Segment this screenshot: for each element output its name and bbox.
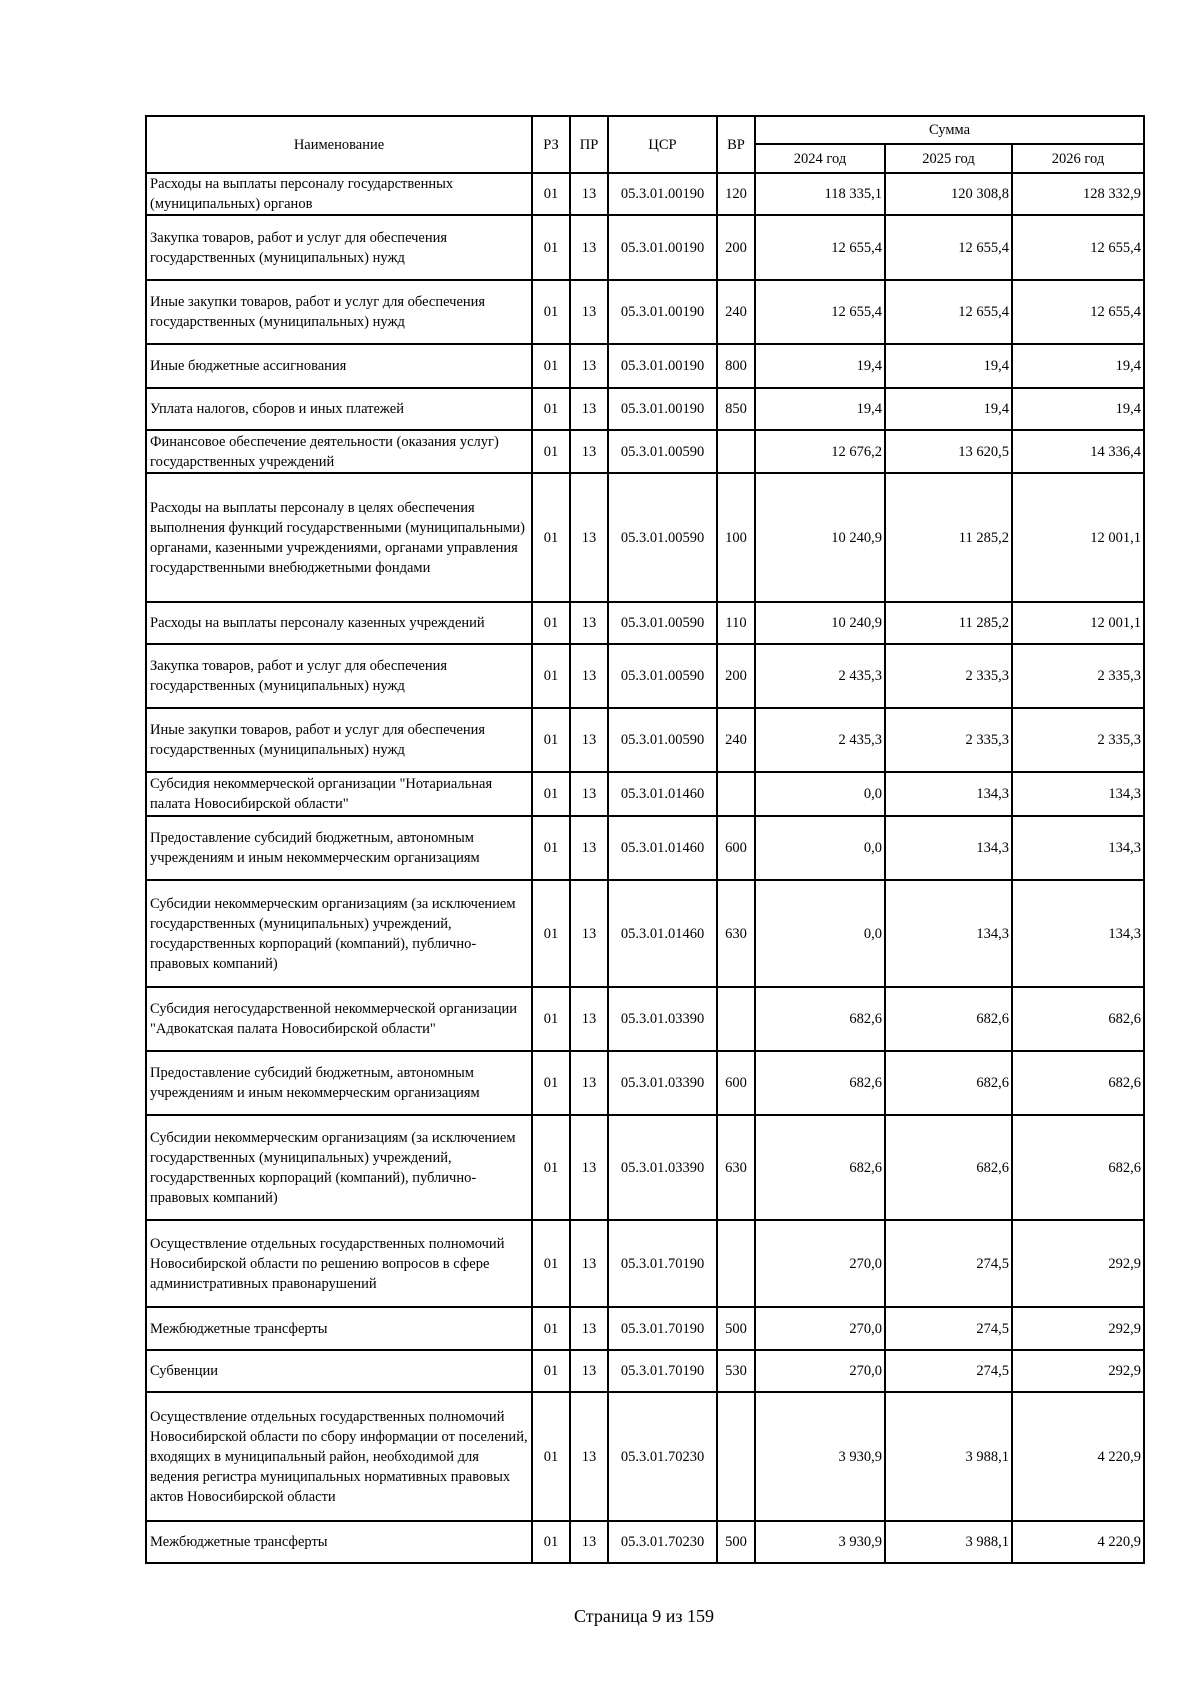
- cell-2025: 19,4: [885, 344, 1012, 388]
- cell-csr: 05.3.01.00190: [608, 215, 717, 280]
- cell-rz: 01: [532, 708, 570, 772]
- header-year-2024: 2024 год: [755, 144, 885, 173]
- cell-2024: 12 676,2: [755, 430, 885, 473]
- header-rz: РЗ: [532, 116, 570, 173]
- cell-csr: 05.3.01.03390: [608, 987, 717, 1051]
- cell-csr: 05.3.01.03390: [608, 1115, 717, 1220]
- cell-2024: 0,0: [755, 816, 885, 880]
- cell-csr: 05.3.01.70190: [608, 1307, 717, 1350]
- cell-csr: 05.3.01.00590: [608, 644, 717, 708]
- cell-2026: 19,4: [1012, 388, 1144, 430]
- table-row: [146, 280, 1144, 344]
- header-csr: ЦСР: [608, 116, 717, 173]
- cell-2025: 134,3: [885, 880, 1012, 987]
- cell-2026: 12 001,1: [1012, 602, 1144, 644]
- cell-2024: 2 435,3: [755, 644, 885, 708]
- cell-rz: 01: [532, 388, 570, 430]
- cell-2025: 682,6: [885, 987, 1012, 1051]
- cell-vr: 120: [717, 173, 755, 215]
- cell-pr: 13: [570, 602, 608, 644]
- cell-2025: 12 655,4: [885, 280, 1012, 344]
- cell-vr: 850: [717, 388, 755, 430]
- cell-rz: 01: [532, 430, 570, 473]
- cell-rz: 01: [532, 215, 570, 280]
- cell-pr: 13: [570, 215, 608, 280]
- cell-pr: 13: [570, 280, 608, 344]
- cell-name: Субсидии некоммерческим организациям (за исключением государственных (муниципальных) учреждений, государственных корпораций (компаний), публично-правовых компаний): [146, 880, 532, 987]
- cell-name: Уплата налогов, сборов и иных платежей: [146, 388, 532, 430]
- table-row: [146, 430, 1144, 473]
- cell-2024: 19,4: [755, 344, 885, 388]
- cell-name: Закупка товаров, работ и услуг для обеспечения государственных (муниципальных) нужд: [146, 215, 532, 280]
- header-name: Наименование: [146, 116, 532, 173]
- cell-name: Расходы на выплаты персоналу государственных (муниципальных) органов: [146, 173, 532, 215]
- cell-vr: 600: [717, 1051, 755, 1115]
- cell-csr: 05.3.01.70190: [608, 1350, 717, 1392]
- cell-pr: 13: [570, 1051, 608, 1115]
- cell-2025: 134,3: [885, 816, 1012, 880]
- cell-vr: 110: [717, 602, 755, 644]
- cell-csr: 05.3.01.00190: [608, 388, 717, 430]
- cell-2026: 292,9: [1012, 1307, 1144, 1350]
- cell-csr: 05.3.01.01460: [608, 880, 717, 987]
- cell-vr: 800: [717, 344, 755, 388]
- cell-pr: 13: [570, 388, 608, 430]
- table-body: [146, 173, 1144, 1563]
- cell-vr: 500: [717, 1521, 755, 1563]
- cell-vr: 530: [717, 1350, 755, 1392]
- table-row: [146, 215, 1144, 280]
- cell-2025: 2 335,3: [885, 644, 1012, 708]
- cell-name: Предоставление субсидий бюджетным, автономным учреждениям и иным некоммерческим организациям: [146, 1051, 532, 1115]
- cell-rz: 01: [532, 1307, 570, 1350]
- cell-pr: 13: [570, 430, 608, 473]
- cell-name: Субвенции: [146, 1350, 532, 1392]
- cell-rz: 01: [532, 173, 570, 215]
- cell-csr: 05.3.01.70230: [608, 1392, 717, 1521]
- cell-rz: 01: [532, 880, 570, 987]
- cell-2026: 682,6: [1012, 1051, 1144, 1115]
- table-row: [146, 1115, 1144, 1220]
- cell-csr: 05.3.01.00190: [608, 280, 717, 344]
- cell-2025: 19,4: [885, 388, 1012, 430]
- header-row-top: [146, 116, 1144, 144]
- cell-name: Осуществление отдельных государственных полномочий Новосибирской области по сбору информации от поселений, входящих в муниципальный район, необходимой для ведения регистра муниципальных нормативных правовых актов Новосибирской области: [146, 1392, 532, 1521]
- header-year-2026: 2026 год: [1012, 144, 1144, 173]
- cell-rz: 01: [532, 1220, 570, 1307]
- cell-2025: 682,6: [885, 1051, 1012, 1115]
- cell-2026: 134,3: [1012, 816, 1144, 880]
- cell-name: Расходы на выплаты персоналу казенных учреждений: [146, 602, 532, 644]
- cell-2026: 2 335,3: [1012, 708, 1144, 772]
- cell-csr: 05.3.01.00590: [608, 473, 717, 602]
- cell-vr: [717, 772, 755, 816]
- cell-2026: 128 332,9: [1012, 173, 1144, 215]
- table-row: [146, 388, 1144, 430]
- cell-csr: 05.3.01.00190: [608, 173, 717, 215]
- cell-2024: 270,0: [755, 1350, 885, 1392]
- cell-2025: 274,5: [885, 1350, 1012, 1392]
- cell-pr: 13: [570, 173, 608, 215]
- cell-csr: 05.3.01.00590: [608, 430, 717, 473]
- cell-name: Предоставление субсидий бюджетным, автономным учреждениям и иным некоммерческим организациям: [146, 816, 532, 880]
- cell-2025: 11 285,2: [885, 602, 1012, 644]
- header-vr: ВР: [717, 116, 755, 173]
- cell-2026: 292,9: [1012, 1220, 1144, 1307]
- cell-2026: 14 336,4: [1012, 430, 1144, 473]
- cell-pr: 13: [570, 344, 608, 388]
- cell-2024: 3 930,9: [755, 1521, 885, 1563]
- table-row: [146, 987, 1144, 1051]
- header-year-2025: 2025 год: [885, 144, 1012, 173]
- table-row: [146, 1521, 1144, 1563]
- cell-2025: 13 620,5: [885, 430, 1012, 473]
- cell-vr: 630: [717, 880, 755, 987]
- cell-2026: 134,3: [1012, 772, 1144, 816]
- cell-rz: 01: [532, 473, 570, 602]
- page-number: Страница 9 из 159: [574, 1606, 714, 1626]
- table-row: [146, 602, 1144, 644]
- cell-2025: 12 655,4: [885, 215, 1012, 280]
- cell-vr: 600: [717, 816, 755, 880]
- cell-2025: 2 335,3: [885, 708, 1012, 772]
- cell-vr: 240: [717, 280, 755, 344]
- cell-csr: 05.3.01.00590: [608, 708, 717, 772]
- header-pr: ПР: [570, 116, 608, 173]
- cell-name: Финансовое обеспечение деятельности (оказания услуг) государственных учреждений: [146, 430, 532, 473]
- table-row: [146, 644, 1144, 708]
- cell-2025: 11 285,2: [885, 473, 1012, 602]
- cell-pr: 13: [570, 880, 608, 987]
- cell-2024: 270,0: [755, 1307, 885, 1350]
- cell-2026: 292,9: [1012, 1350, 1144, 1392]
- cell-vr: [717, 1220, 755, 1307]
- cell-vr: 200: [717, 644, 755, 708]
- cell-vr: 240: [717, 708, 755, 772]
- cell-2025: 3 988,1: [885, 1392, 1012, 1521]
- cell-2026: 12 001,1: [1012, 473, 1144, 602]
- cell-rz: 01: [532, 1350, 570, 1392]
- cell-vr: 500: [717, 1307, 755, 1350]
- table-row: [146, 1307, 1144, 1350]
- cell-2025: 3 988,1: [885, 1521, 1012, 1563]
- cell-rz: 01: [532, 772, 570, 816]
- cell-2026: 4 220,9: [1012, 1521, 1144, 1563]
- cell-pr: 13: [570, 1220, 608, 1307]
- cell-pr: 13: [570, 644, 608, 708]
- cell-csr: 05.3.01.00190: [608, 344, 717, 388]
- cell-2026: 12 655,4: [1012, 280, 1144, 344]
- cell-pr: 13: [570, 772, 608, 816]
- cell-csr: 05.3.01.70190: [608, 1220, 717, 1307]
- cell-vr: [717, 987, 755, 1051]
- cell-name: Межбюджетные трансферты: [146, 1307, 532, 1350]
- table-row: [146, 816, 1144, 880]
- cell-2026: 19,4: [1012, 344, 1144, 388]
- cell-rz: 01: [532, 1115, 570, 1220]
- table-row: [146, 772, 1144, 816]
- cell-2025: 274,5: [885, 1307, 1012, 1350]
- cell-2024: 19,4: [755, 388, 885, 430]
- cell-2026: 4 220,9: [1012, 1392, 1144, 1521]
- cell-rz: 01: [532, 644, 570, 708]
- cell-name: Субсидия негосударственной некоммерческой организации "Адвокатская палата Новосибирской области": [146, 987, 532, 1051]
- table-row: [146, 1051, 1144, 1115]
- cell-csr: 05.3.01.70230: [608, 1521, 717, 1563]
- table-row: [146, 344, 1144, 388]
- table-row: [146, 1220, 1144, 1307]
- cell-name: Иные бюджетные ассигнования: [146, 344, 532, 388]
- cell-rz: 01: [532, 987, 570, 1051]
- cell-2024: 682,6: [755, 1051, 885, 1115]
- cell-2024: 682,6: [755, 987, 885, 1051]
- cell-2025: 120 308,8: [885, 173, 1012, 215]
- cell-rz: 01: [532, 1392, 570, 1521]
- cell-rz: 01: [532, 602, 570, 644]
- cell-pr: 13: [570, 1521, 608, 1563]
- cell-name: Закупка товаров, работ и услуг для обеспечения государственных (муниципальных) нужд: [146, 644, 532, 708]
- cell-name: Субсидия некоммерческой организации "Нотариальная палата Новосибирской области": [146, 772, 532, 816]
- cell-name: Иные закупки товаров, работ и услуг для обеспечения государственных (муниципальных) нужд: [146, 708, 532, 772]
- cell-pr: 13: [570, 1307, 608, 1350]
- cell-2024: 118 335,1: [755, 173, 885, 215]
- cell-2024: 270,0: [755, 1220, 885, 1307]
- cell-name: Межбюджетные трансферты: [146, 1521, 532, 1563]
- cell-vr: [717, 430, 755, 473]
- cell-2024: 12 655,4: [755, 280, 885, 344]
- cell-name: Иные закупки товаров, работ и услуг для обеспечения государственных (муниципальных) нужд: [146, 280, 532, 344]
- cell-csr: 05.3.01.03390: [608, 1051, 717, 1115]
- table-row: [146, 880, 1144, 987]
- cell-csr: 05.3.01.01460: [608, 816, 717, 880]
- cell-name: Субсидии некоммерческим организациям (за исключением государственных (муниципальных) учреждений, государственных корпораций (компаний), публично-правовых компаний): [146, 1115, 532, 1220]
- cell-2026: 134,3: [1012, 880, 1144, 987]
- cell-rz: 01: [532, 344, 570, 388]
- header-sum: Сумма: [755, 116, 1144, 144]
- cell-pr: 13: [570, 1350, 608, 1392]
- cell-vr: 100: [717, 473, 755, 602]
- cell-vr: 630: [717, 1115, 755, 1220]
- cell-2024: 2 435,3: [755, 708, 885, 772]
- cell-rz: 01: [532, 816, 570, 880]
- cell-pr: 13: [570, 987, 608, 1051]
- table-row: [146, 173, 1144, 215]
- table-header: [146, 116, 1144, 173]
- budget-table: [145, 115, 1145, 1564]
- cell-2024: 12 655,4: [755, 215, 885, 280]
- cell-vr: [717, 1392, 755, 1521]
- cell-2024: 682,6: [755, 1115, 885, 1220]
- cell-pr: 13: [570, 473, 608, 602]
- cell-2026: 682,6: [1012, 1115, 1144, 1220]
- table-row: [146, 708, 1144, 772]
- cell-name: Расходы на выплаты персоналу в целях обеспечения выполнения функций государственными (муниципальными) органами, казенными учреждениями, органами управления государственными внебюджетными фондами: [146, 473, 532, 602]
- cell-rz: 01: [532, 280, 570, 344]
- cell-pr: 13: [570, 708, 608, 772]
- cell-2024: 10 240,9: [755, 602, 885, 644]
- cell-2026: 12 655,4: [1012, 215, 1144, 280]
- table-row: [146, 473, 1144, 602]
- table-row: [146, 1350, 1144, 1392]
- cell-pr: 13: [570, 1392, 608, 1521]
- cell-csr: 05.3.01.01460: [608, 772, 717, 816]
- cell-rz: 01: [532, 1051, 570, 1115]
- cell-2024: 10 240,9: [755, 473, 885, 602]
- cell-2025: 134,3: [885, 772, 1012, 816]
- table-row: [146, 1392, 1144, 1521]
- cell-2025: 682,6: [885, 1115, 1012, 1220]
- cell-rz: 01: [532, 1521, 570, 1563]
- cell-2025: 274,5: [885, 1220, 1012, 1307]
- cell-csr: 05.3.01.00590: [608, 602, 717, 644]
- cell-name: Осуществление отдельных государственных полномочий Новосибирской области по решению вопросов в сфере административных правонарушений: [146, 1220, 532, 1307]
- cell-2024: 0,0: [755, 772, 885, 816]
- cell-2026: 682,6: [1012, 987, 1144, 1051]
- cell-2026: 2 335,3: [1012, 644, 1144, 708]
- cell-pr: 13: [570, 816, 608, 880]
- cell-vr: 200: [717, 215, 755, 280]
- cell-2024: 3 930,9: [755, 1392, 885, 1521]
- cell-pr: 13: [570, 1115, 608, 1220]
- cell-2024: 0,0: [755, 880, 885, 987]
